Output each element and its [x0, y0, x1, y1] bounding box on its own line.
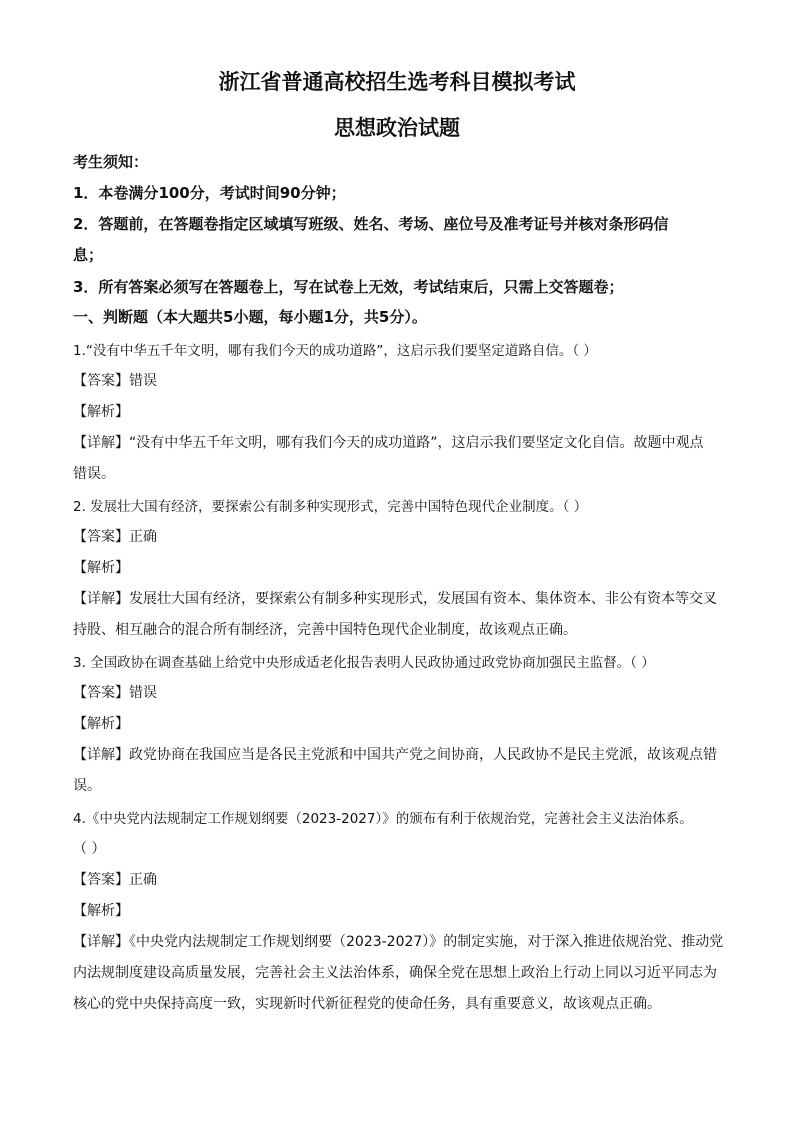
answer-label: 【答案】 — [73, 685, 129, 701]
notice-heading: 考生须知： — [73, 153, 149, 171]
detail-label: 【详解】 — [73, 591, 129, 607]
detail-row — [73, 931, 723, 951]
question-stem: 3. 全国政协在调查基础上给党中央形成适老化报告表明人民政协通过政党协商加强民主监督。（ ） — [73, 655, 655, 671]
detail-label: 【详解】 — [73, 747, 129, 763]
question-stem: 1.“没有中华五千年文明，哪有我们今天的成功道路”，这启示我们要坚定道路自信。（ ） — [73, 343, 597, 359]
exam-subtitle: 思想政治试题 — [334, 116, 460, 140]
answer-label: 【答案】 — [73, 373, 129, 389]
answer-label: 【答案】 — [73, 529, 129, 545]
analysis-label: 【解析】 — [73, 903, 129, 919]
answer-row — [73, 869, 723, 889]
question-stem: 4.《中央党内法规制定工作规划纲要（2023-2027）》的颁布有利于依规治党，完善社会主义法治体系。 — [73, 811, 693, 827]
answer-label: 【答案】 — [73, 872, 129, 888]
question-stem: 2. 发展壮大国有经济，要探索公有制多种实现形式，完善中国特色现代企业制度。（ ） — [73, 499, 588, 515]
answer-row — [73, 526, 723, 546]
detail-label: 【详解】 — [73, 435, 129, 451]
section-heading: 一、判断题（本大题共5小题，每小题1分，共5分）。 — [73, 308, 427, 326]
detail-text: 误。 — [73, 778, 101, 794]
detail-text: 核心的党中央保持高度一致，实现新时代新征程党的使命任务，具有重要意义，故该观点正确。 — [73, 996, 661, 1012]
notice-item: 1．本卷满分100分，考试时间90分钟； — [73, 184, 346, 202]
detail-row — [73, 744, 723, 764]
answer-value: 错误 — [129, 373, 157, 389]
detail-text: 内法规制度建设高质量发展，完善社会主义法治体系，确保全党在思想上政治上行动上同以习近平同志为 — [73, 965, 717, 981]
detail-text: 错误。 — [73, 466, 115, 482]
analysis-label: 【解析】 — [73, 560, 129, 576]
detail-text: 《中央党内法规制定工作规划纲要（2023-2027）》的制定实施，对于深入推进依规治党、推动党 — [129, 934, 724, 950]
exam-title: 浙江省普通高校招生选考科目模拟考试 — [218, 70, 576, 94]
detail-text: 持股、相互融合的混合所有制经济，完善中国特色现代企业制度，故该观点正确。 — [73, 622, 577, 638]
analysis-label: 【解析】 — [73, 404, 129, 420]
answer-row — [73, 682, 723, 702]
detail-row — [73, 432, 723, 452]
detail-text: 发展壮大国有经济，要探索公有制多种实现形式，发展国有资本、集体资本、非公有资本等交叉 — [129, 591, 717, 607]
detail-row — [73, 588, 723, 608]
notice-item: 息； — [73, 246, 104, 264]
detail-text: “没有中华五千年文明，哪有我们今天的成功道路”，这启示我们要坚定文化自信。故题中观点 — [129, 435, 704, 451]
detail-text: 政党协商在我国应当是各民主党派和中国共产党之间协商，人民政协不是民主党派，故该观点错 — [129, 747, 717, 763]
answer-value: 正确 — [129, 529, 157, 545]
answer-value: 正确 — [129, 872, 157, 888]
question-stem: （ ） — [73, 841, 106, 857]
notice-item: 2．答题前，在答题卷指定区域填写班级、姓名、考场、座位号及准考证号并核对条形码信 — [73, 215, 669, 233]
notice-item: 3．所有答案必须写在答题卷上，写在试卷上无效，考试结束后，只需上交答题卷； — [73, 278, 624, 296]
answer-row — [73, 370, 723, 390]
analysis-label: 【解析】 — [73, 716, 129, 732]
answer-value: 错误 — [129, 685, 157, 701]
detail-label: 【详解】 — [73, 934, 129, 950]
